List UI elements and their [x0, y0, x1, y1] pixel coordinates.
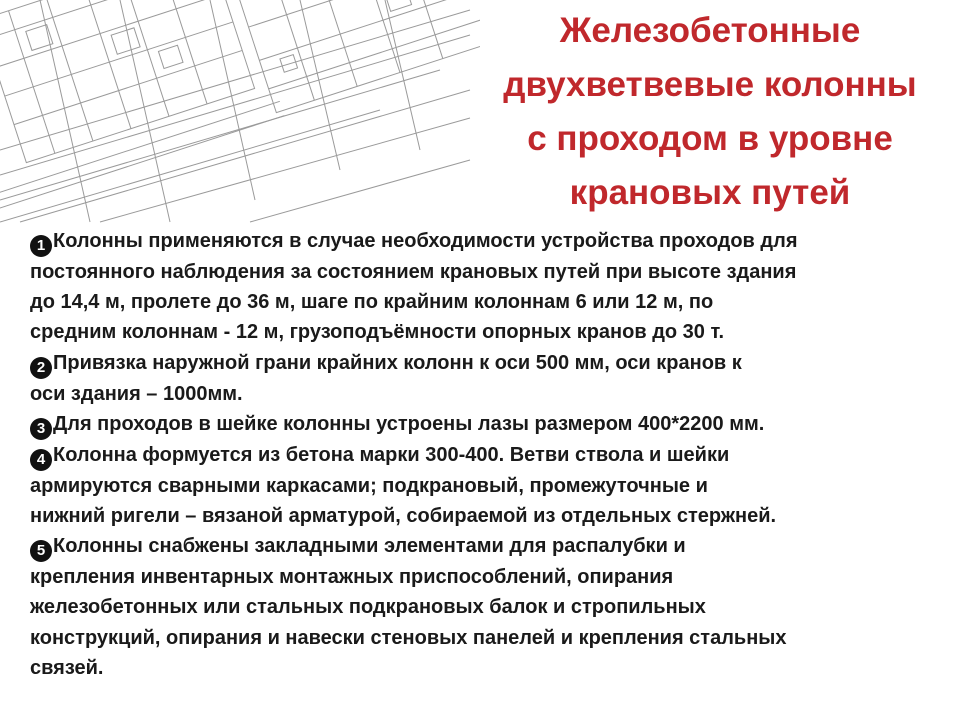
text-line: до 14,4 м, пролете до 36 м, шаге по крайним колоннам 6 или 12 м, по	[30, 291, 714, 314]
page-title	[470, 4, 950, 220]
paragraph-text: Привязка наружной грани крайних колонн к оси 500 мм, оси кранов к	[53, 351, 742, 374]
text-line: крепления инвентарных монтажных приспособлений, опирания	[30, 566, 674, 589]
text-line	[30, 409, 935, 440]
text-line: средним колоннам - 12 м, грузоподъёмности опорных кранов до 30 т.	[30, 321, 725, 344]
paragraph-text: Колонны снабжены закладными элементами для распалубки и	[53, 535, 686, 558]
text-line: постоянного наблюдения за состоянием крановых путей при высоте здания	[30, 261, 797, 283]
text-line: железобетонных или стальных подкрановых балок и стропильных	[30, 596, 706, 619]
numbered-bullet-icon: 3	[30, 418, 52, 440]
blueprint-drawing-icon	[0, 0, 480, 225]
numbered-bullet-icon: 5	[30, 540, 52, 562]
text-line	[30, 226, 935, 257]
text-line: нижний ригели – вязаной арматурой, собираемой из отдельных стержней.	[30, 505, 777, 528]
content-body	[30, 226, 935, 683]
paragraph-text: Для проходов в шейке колонны устроены лазы размером 400*2200 мм.	[53, 412, 765, 435]
title-line: с проходом в уровне	[527, 119, 893, 158]
title-line: Железобетонные	[559, 11, 861, 50]
text-line: конструкций, опирания и навески стеновых панелей и крепления стальных	[30, 626, 787, 649]
paragraph-text: Колонны применяются в случае необходимости устройства проходов для	[53, 230, 798, 252]
paragraph-text: Колонна формуется из бетона марки 300-400. Ветви ствола и шейки	[53, 443, 730, 466]
numbered-bullet-icon: 4	[30, 449, 52, 471]
numbered-bullet-icon: 1	[30, 235, 52, 257]
text-line: связей.	[30, 656, 104, 679]
numbered-bullet-icon: 2	[30, 357, 52, 379]
title-line: двухветвевые колонны	[503, 65, 917, 104]
text-line	[30, 348, 935, 379]
text-line	[30, 440, 935, 471]
text-line	[30, 531, 935, 562]
title-line: крановых путей	[569, 173, 851, 212]
text-line: армируются сварными каркасами; подкрановый, промежуточные и	[30, 474, 708, 497]
text-line: оси здания – 1000мм.	[30, 382, 243, 405]
